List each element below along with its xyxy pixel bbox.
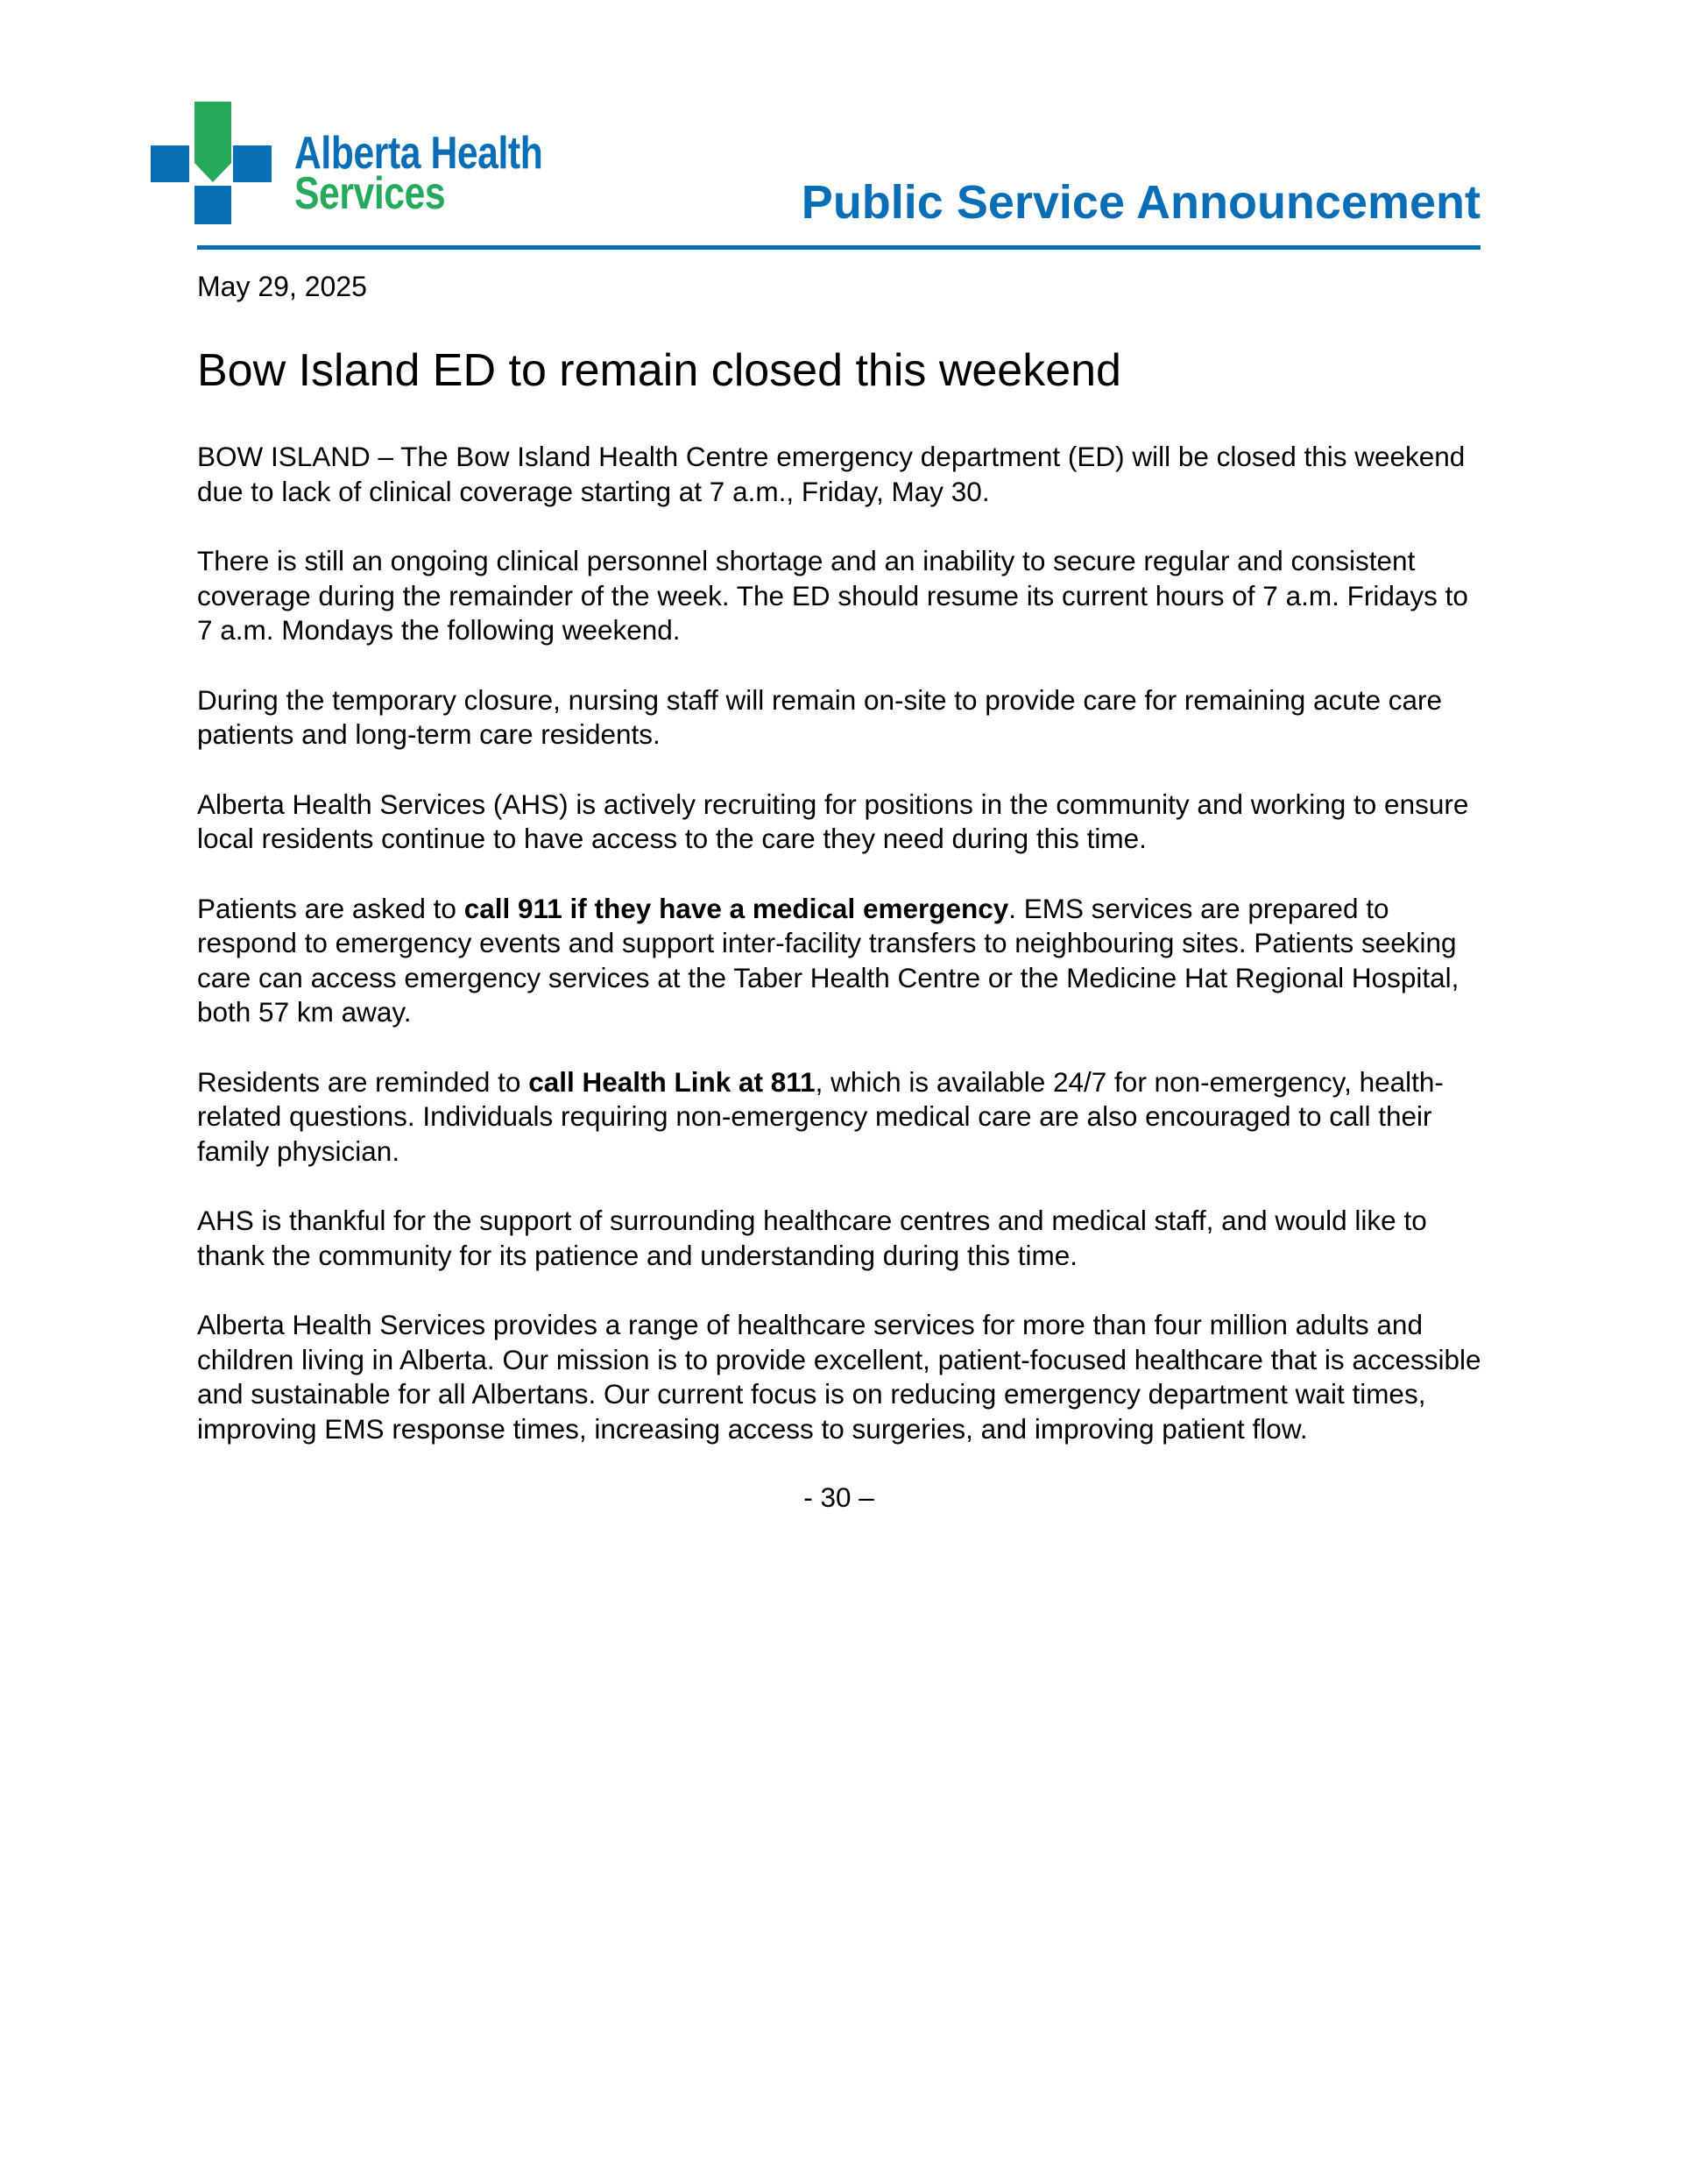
paragraph-5-pre: Patients are asked to xyxy=(197,892,464,924)
header-divider xyxy=(197,245,1481,250)
paragraph-7: AHS is thankful for the support of surrounding healthcare centres and medical staff, and would like to thank the community for its patience and understanding during this time. xyxy=(197,1205,1427,1271)
paragraph-5-emphasis: call 911 if they have a medical emergency xyxy=(463,892,1009,924)
headline: Bow Island ED to remain closed this weekend xyxy=(197,345,1121,396)
release-date: May 29, 2025 xyxy=(197,271,367,302)
announcement-body xyxy=(197,268,1485,1514)
paragraph-6-pre: Residents are reminded to xyxy=(197,1065,529,1098)
logo-line-1: Alberta Health xyxy=(294,128,543,179)
ahs-cross-icon xyxy=(151,102,273,224)
paragraph-1: BOW ISLAND – The Bow Island Health Centre emergency department (ED) will be closed this weekend due to lack of clinical coverage starting at 7 a.m., Friday, May 30. xyxy=(197,441,1466,507)
logo-wordmark xyxy=(294,128,543,219)
paragraph-6-emphasis: call Health Link at 811 xyxy=(528,1065,816,1098)
paragraph-8: Alberta Health Services provides a range of healthcare services for more than four million adults and children living in Alberta. Our mission is to provide excellent, patient-focused healthcare that is accessible and sustainable for all Albertans. Our current focus is on reducing emergency department wait times, improving EMS response times, increasing access to surgeries, and improving patient flow. xyxy=(197,1309,1481,1445)
paragraph-5-post: . EMS services are prepared to respond to emergency events and support inter-facility transfers to neighbouring sites. Patients seeking care can access emergency services at the Taber Health Centre or the Medicine Hat Regional Hospital, both 57 km away. xyxy=(197,892,1459,1028)
paragraph-3: During the temporary closure, nursing staff will remain on-site to provide care for remaining acute care patients and long-term care residents. xyxy=(197,683,1443,750)
ahs-logo xyxy=(151,102,571,224)
document-type-title: Public Service Announcement xyxy=(801,176,1481,229)
paragraph-6-post: , which is available 24/7 for non-emergency, health-related questions. Individuals requiring non-emergency medical care are also encouraged to call their family physician. xyxy=(197,1065,1444,1167)
logo-line-2: Services xyxy=(294,168,446,219)
paragraph-6 xyxy=(197,1065,1485,1170)
paragraph-5 xyxy=(197,892,1485,1030)
paragraph-2: There is still an ongoing clinical personnel shortage and an inability to secure regular and consistent coverage during the remainder of the week. The ED should resume its current hours of 7 a.m. Fridays to 7 a.m. Mondays the following weekend. xyxy=(197,545,1468,646)
end-marker: - 30 – xyxy=(803,1481,874,1513)
paragraph-4: Alberta Health Services (AHS) is actively recruiting for positions in the community and working to ensure local residents continue to have access to the care they need during this time. xyxy=(197,788,1469,854)
